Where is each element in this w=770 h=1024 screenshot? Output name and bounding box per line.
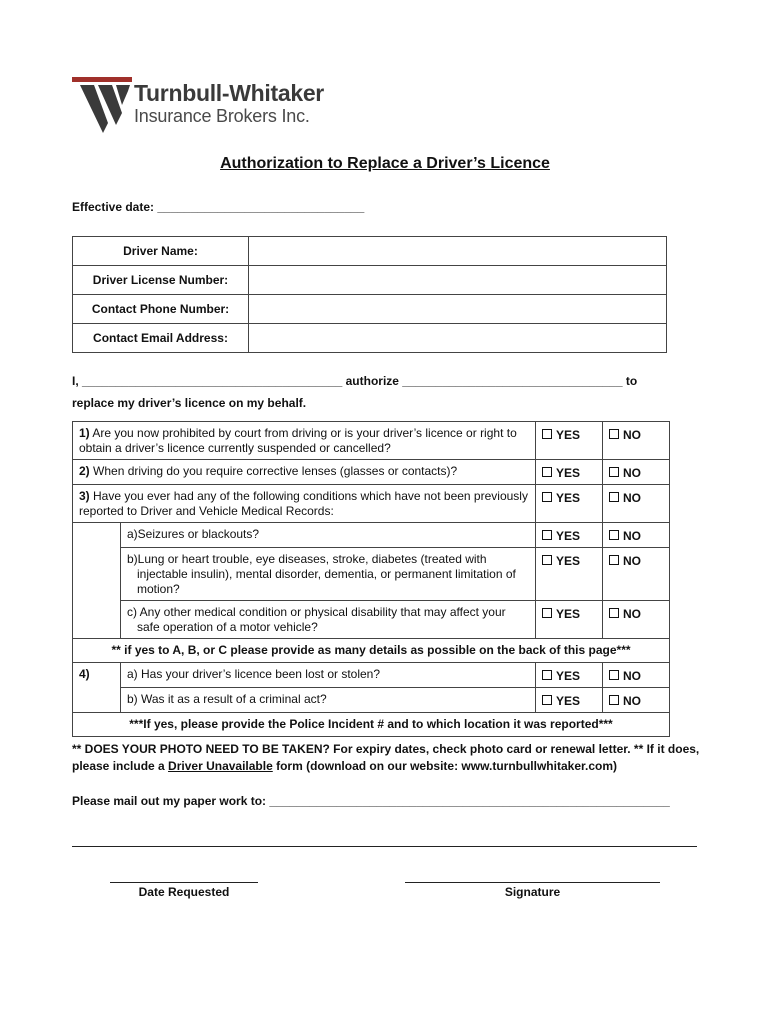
note-abc: ** if yes to A, B, or C please provide as many details as possible on the back of this page*** — [73, 639, 670, 663]
yes-label: YES — [556, 669, 581, 683]
question-text: Are you now prohibited by court from driving or is your driver’s licence or right to obtain a driver’s licence currently suspended or cancelled? — [79, 426, 517, 455]
table-row — [73, 460, 670, 485]
checkbox-icon — [609, 608, 619, 618]
logo-company-subtitle: Insurance Brokers Inc. — [134, 106, 310, 126]
authorize-line-continued: replace my driver’s licence on my behalf. — [72, 396, 307, 410]
checkbox-icon — [542, 492, 552, 502]
table-row — [73, 523, 670, 548]
q1-no-checkbox[interactable] — [603, 422, 670, 460]
checkbox-icon — [609, 492, 619, 502]
question-number: 1) — [79, 426, 90, 440]
checkbox-icon — [542, 467, 552, 477]
table-row — [73, 601, 670, 639]
table-row — [73, 295, 667, 324]
date-requested-line[interactable] — [110, 882, 258, 883]
q4a-no-checkbox[interactable] — [603, 663, 670, 688]
q3-no-checkbox[interactable] — [603, 485, 670, 523]
contact-email-field[interactable] — [249, 324, 667, 353]
checkbox-icon — [609, 429, 619, 439]
question-number: 3) — [79, 489, 90, 503]
effective-date-field[interactable]: Effective date: _______________________________ — [72, 200, 365, 214]
q1-yes-checkbox[interactable] — [536, 422, 603, 460]
table-row — [73, 639, 670, 663]
no-label: NO — [623, 554, 642, 568]
driver-license-number-label: Driver License Number: — [73, 266, 249, 295]
driver-unavailable-link[interactable]: Driver Unavailable — [168, 759, 273, 773]
contact-phone-field[interactable] — [249, 295, 667, 324]
yes-label: YES — [556, 554, 581, 568]
yes-label: YES — [556, 491, 581, 505]
checkbox-icon — [609, 467, 619, 477]
photo-note-text-end: form (download on our website: www.turnbullwhitaker.com) — [272, 759, 617, 773]
table-row — [73, 663, 670, 688]
table-row — [73, 237, 667, 266]
question-2 — [73, 460, 536, 485]
question-3 — [73, 485, 536, 523]
q3b-no-checkbox[interactable] — [603, 548, 670, 601]
question-3a — [121, 523, 536, 548]
q3-yes-checkbox[interactable] — [536, 485, 603, 523]
checkbox-icon — [609, 555, 619, 565]
q3a-yes-checkbox[interactable] — [536, 523, 603, 548]
table-row — [73, 266, 667, 295]
yes-label: YES — [556, 428, 581, 442]
question-text: b)Lung or heart trouble, eye diseases, stroke, diabetes (treated with injectable insulin), mental disorder, dementia, or permanent limitation of motion? — [127, 552, 516, 596]
checkbox-icon — [609, 695, 619, 705]
signature-label: Signature — [504, 885, 561, 899]
question-text: Have you ever had any of the following conditions which have not been previously reported to Driver and Vehicle Medical Records: — [79, 489, 528, 518]
q3c-no-checkbox[interactable] — [603, 601, 670, 639]
driver-license-number-field[interactable] — [249, 266, 667, 295]
date-requested-label: Date Requested — [138, 885, 230, 899]
table-row — [73, 548, 670, 601]
q4b-yes-checkbox[interactable] — [536, 688, 603, 713]
table-row — [73, 688, 670, 713]
note-police: ***If yes, please provide the Police Incident # and to which location it was reported*** — [73, 713, 670, 737]
question-4a: a) Has your driver’s licence been lost or stolen? — [121, 663, 536, 688]
q4b-no-checkbox[interactable] — [603, 688, 670, 713]
question-3c — [121, 601, 536, 639]
yes-label: YES — [556, 694, 581, 708]
question-4-number: 4) — [73, 663, 121, 713]
q3a-no-checkbox[interactable] — [603, 523, 670, 548]
question-text: c) Any other medical condition or physical disability that may affect your safe operation of a motor vehicle? — [127, 605, 506, 634]
q3b-yes-checkbox[interactable] — [536, 548, 603, 601]
driver-info-table — [72, 236, 667, 353]
no-label: NO — [623, 491, 642, 505]
table-row — [73, 422, 670, 460]
photo-note-text: ** DOES YOUR PHOTO NEED TO BE TAKEN? For expiry dates, check photo card or renewal letter. ** If it does, please include a — [72, 742, 700, 773]
checkbox-icon — [542, 429, 552, 439]
indent-cell — [73, 523, 121, 639]
q2-no-checkbox[interactable] — [603, 460, 670, 485]
signature-line[interactable] — [405, 882, 660, 883]
q2-yes-checkbox[interactable] — [536, 460, 603, 485]
question-text: When driving do you require corrective lenses (glasses or contacts)? — [93, 464, 458, 478]
question-3b — [121, 548, 536, 601]
q3c-yes-checkbox[interactable] — [536, 601, 603, 639]
no-label: NO — [623, 694, 642, 708]
yes-label: YES — [556, 466, 581, 480]
questions-table — [72, 421, 670, 737]
contact-phone-label: Contact Phone Number: — [73, 295, 249, 324]
checkbox-icon — [542, 608, 552, 618]
checkbox-icon — [542, 530, 552, 540]
table-row — [73, 324, 667, 353]
contact-email-label: Contact Email Address: — [73, 324, 249, 353]
checkbox-icon — [542, 695, 552, 705]
checkbox-icon — [609, 530, 619, 540]
logo-company-name: Turnbull-Whitaker — [134, 80, 324, 106]
photo-note — [72, 741, 702, 775]
table-row — [73, 713, 670, 737]
question-number: 2) — [79, 464, 90, 478]
no-label: NO — [623, 428, 642, 442]
checkbox-icon — [609, 670, 619, 680]
authorize-line[interactable]: I, _______________________________________ authorize _________________________________ to — [72, 374, 638, 388]
driver-name-field[interactable] — [249, 237, 667, 266]
table-row — [73, 485, 670, 523]
question-text: a)Seizures or blackouts? — [127, 527, 260, 541]
mail-address-line-2[interactable] — [72, 846, 697, 847]
driver-name-label: Driver Name: — [73, 237, 249, 266]
question-4b: b) Was it as a result of a criminal act? — [121, 688, 536, 713]
yes-label: YES — [556, 607, 581, 621]
no-label: NO — [623, 466, 642, 480]
checkbox-icon — [542, 670, 552, 680]
yes-label: YES — [556, 529, 581, 543]
document-title: Authorization to Replace a Driver’s Licence — [220, 155, 550, 172]
mail-address-field[interactable]: Please mail out my paper work to: ____________________________________________________________ — [72, 794, 670, 808]
question-1 — [73, 422, 536, 460]
checkbox-icon — [542, 555, 552, 565]
no-label: NO — [623, 529, 642, 543]
no-label: NO — [623, 669, 642, 683]
no-label: NO — [623, 607, 642, 621]
q4a-yes-checkbox[interactable] — [536, 663, 603, 688]
